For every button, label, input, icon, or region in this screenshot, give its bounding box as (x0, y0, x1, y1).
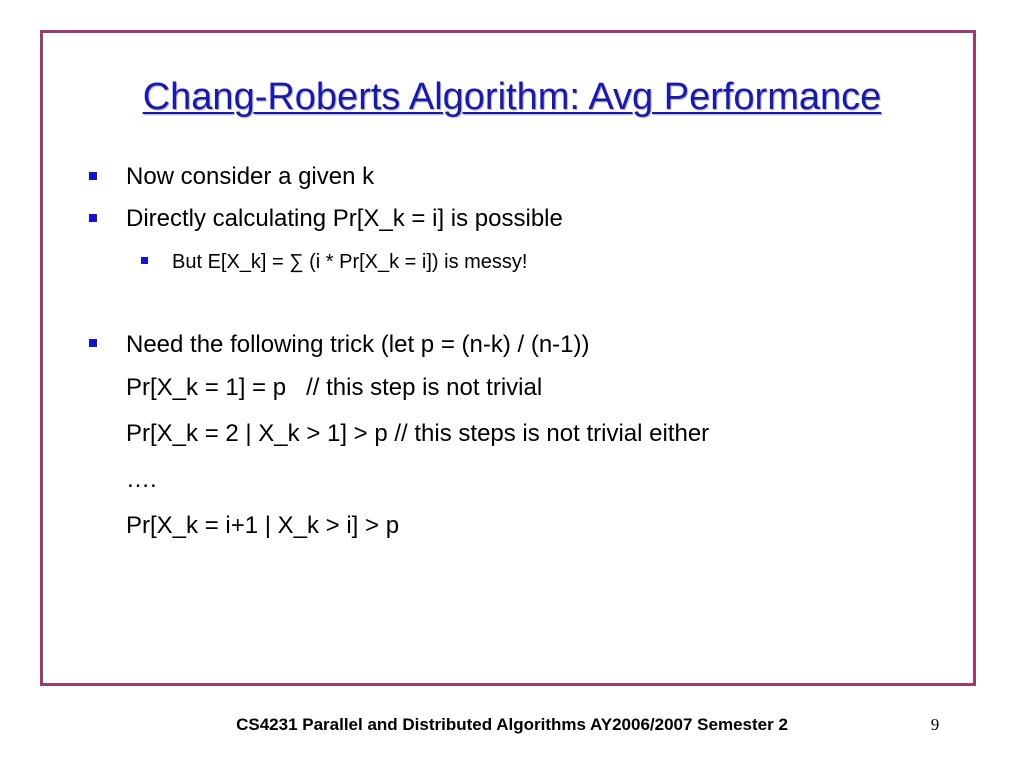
sub-bullet-square-icon (141, 257, 148, 264)
bullet-square-icon (89, 339, 97, 347)
continuation-line: Pr[X_k = 1] = p // this step is not trivial (126, 374, 543, 401)
continuation-line: Pr[X_k = 2 | X_k > 1] > p // this steps is not trivial either (126, 420, 710, 447)
bullet-square-icon (89, 172, 97, 180)
slide-footer: CS4231 Parallel and Distributed Algorithms AY2006/2007 Semester 2 (236, 715, 788, 734)
bullet-text: Now consider a given k (126, 163, 375, 190)
bullet-square-icon (89, 214, 97, 222)
sub-bullet-text: But E[X_k] = ∑ (i * Pr[X_k = i]) is messy! (172, 251, 528, 273)
slide-title: Chang-Roberts Algorithm: Avg Performance (142, 76, 882, 118)
bullet-text: Directly calculating Pr[X_k = i] is possible (126, 205, 563, 232)
bullet-text: Need the following trick (let p = (n-k) / (n-1)) (126, 331, 590, 358)
page-number: 9 (930, 715, 940, 734)
continuation-line: Pr[X_k = i+1 | X_k > i] > p (126, 512, 400, 539)
continuation-line: …. (126, 466, 157, 493)
